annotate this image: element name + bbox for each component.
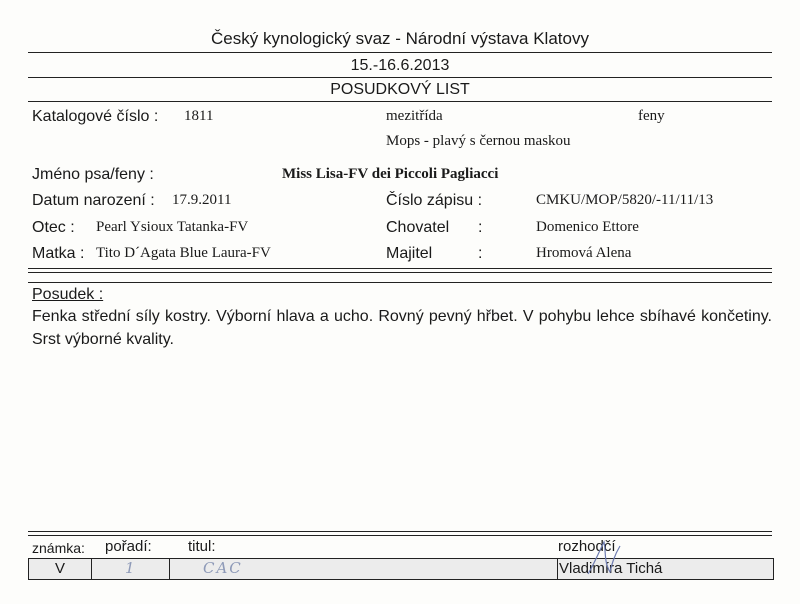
sire-value: Pearl Ysioux Tatanka-FV xyxy=(96,219,249,235)
reg-number: CMKU/MOP/5820/-11/11/13 xyxy=(536,192,714,208)
header-divider-top xyxy=(28,52,772,53)
assessment-heading: Posudek : xyxy=(32,286,104,303)
sire-label: Otec : xyxy=(32,219,75,236)
class-value: mezitřída xyxy=(386,108,443,124)
header-divider-bottom xyxy=(28,77,772,78)
judge-label: rozhodčí xyxy=(558,538,616,555)
titles-value: CAC xyxy=(203,559,243,577)
owner-colon: : xyxy=(478,245,483,262)
assessment-text: Fenka střední síly kostry. Výborní hlava a ucho. Rovný pevný hřbet. V pohybu lehce sbíhavé končetiny. Srst výborné kvality. xyxy=(32,308,772,348)
show-title: Český kynologický svaz - Národní výstava Klatovy xyxy=(211,29,589,48)
sheet-title-divider xyxy=(28,101,772,102)
show-dates: 15.-16.6.2013 xyxy=(350,57,450,74)
breeder-value: Domenico Ettore xyxy=(536,219,639,235)
dam-label: Matka : xyxy=(32,245,85,262)
grade-cell xyxy=(29,559,92,579)
details-divider-3 xyxy=(28,282,772,283)
dob-label: Datum narození : xyxy=(32,192,155,209)
owner-value: Hromová Alena xyxy=(536,245,632,261)
dog-name: Miss Lisa-FV dei Piccoli Pagliacci xyxy=(282,166,499,182)
placement-value: 1 xyxy=(125,559,135,577)
dam-value: Tito D´Agata Blue Laura-FV xyxy=(96,245,271,261)
breeder-colon: : xyxy=(478,219,483,236)
breeder-label: Chovatel xyxy=(386,219,450,236)
placement-cell xyxy=(91,559,170,579)
details-divider-2 xyxy=(28,272,772,273)
title-label: titul: xyxy=(188,538,216,555)
breed-value: Mops - plavý s černou maskou xyxy=(386,133,571,149)
titles-cell xyxy=(169,559,558,579)
sex-value: feny xyxy=(638,108,665,124)
grade-label: známka: xyxy=(32,540,85,556)
name-label: Jméno psa/feny : xyxy=(32,166,154,183)
placement-label: pořadí: xyxy=(105,538,152,555)
footer-divider-1 xyxy=(28,531,772,532)
grade-value: V xyxy=(55,560,66,577)
catalog-number: 1811 xyxy=(184,108,214,124)
reg-label: Číslo zápisu : xyxy=(386,192,483,209)
results-box xyxy=(28,558,774,580)
details-divider-1 xyxy=(28,268,772,269)
judge-signature xyxy=(580,534,630,580)
owner-label: Majitel xyxy=(386,245,433,262)
sheet-title: POSUDKOVÝ LIST xyxy=(330,81,470,98)
judge-name: Vladimíra Tichá xyxy=(559,560,663,577)
dob-value: 17.9.2011 xyxy=(172,192,232,208)
catalog-label: Katalogové číslo : xyxy=(32,108,159,125)
footer-divider-2 xyxy=(28,535,772,536)
